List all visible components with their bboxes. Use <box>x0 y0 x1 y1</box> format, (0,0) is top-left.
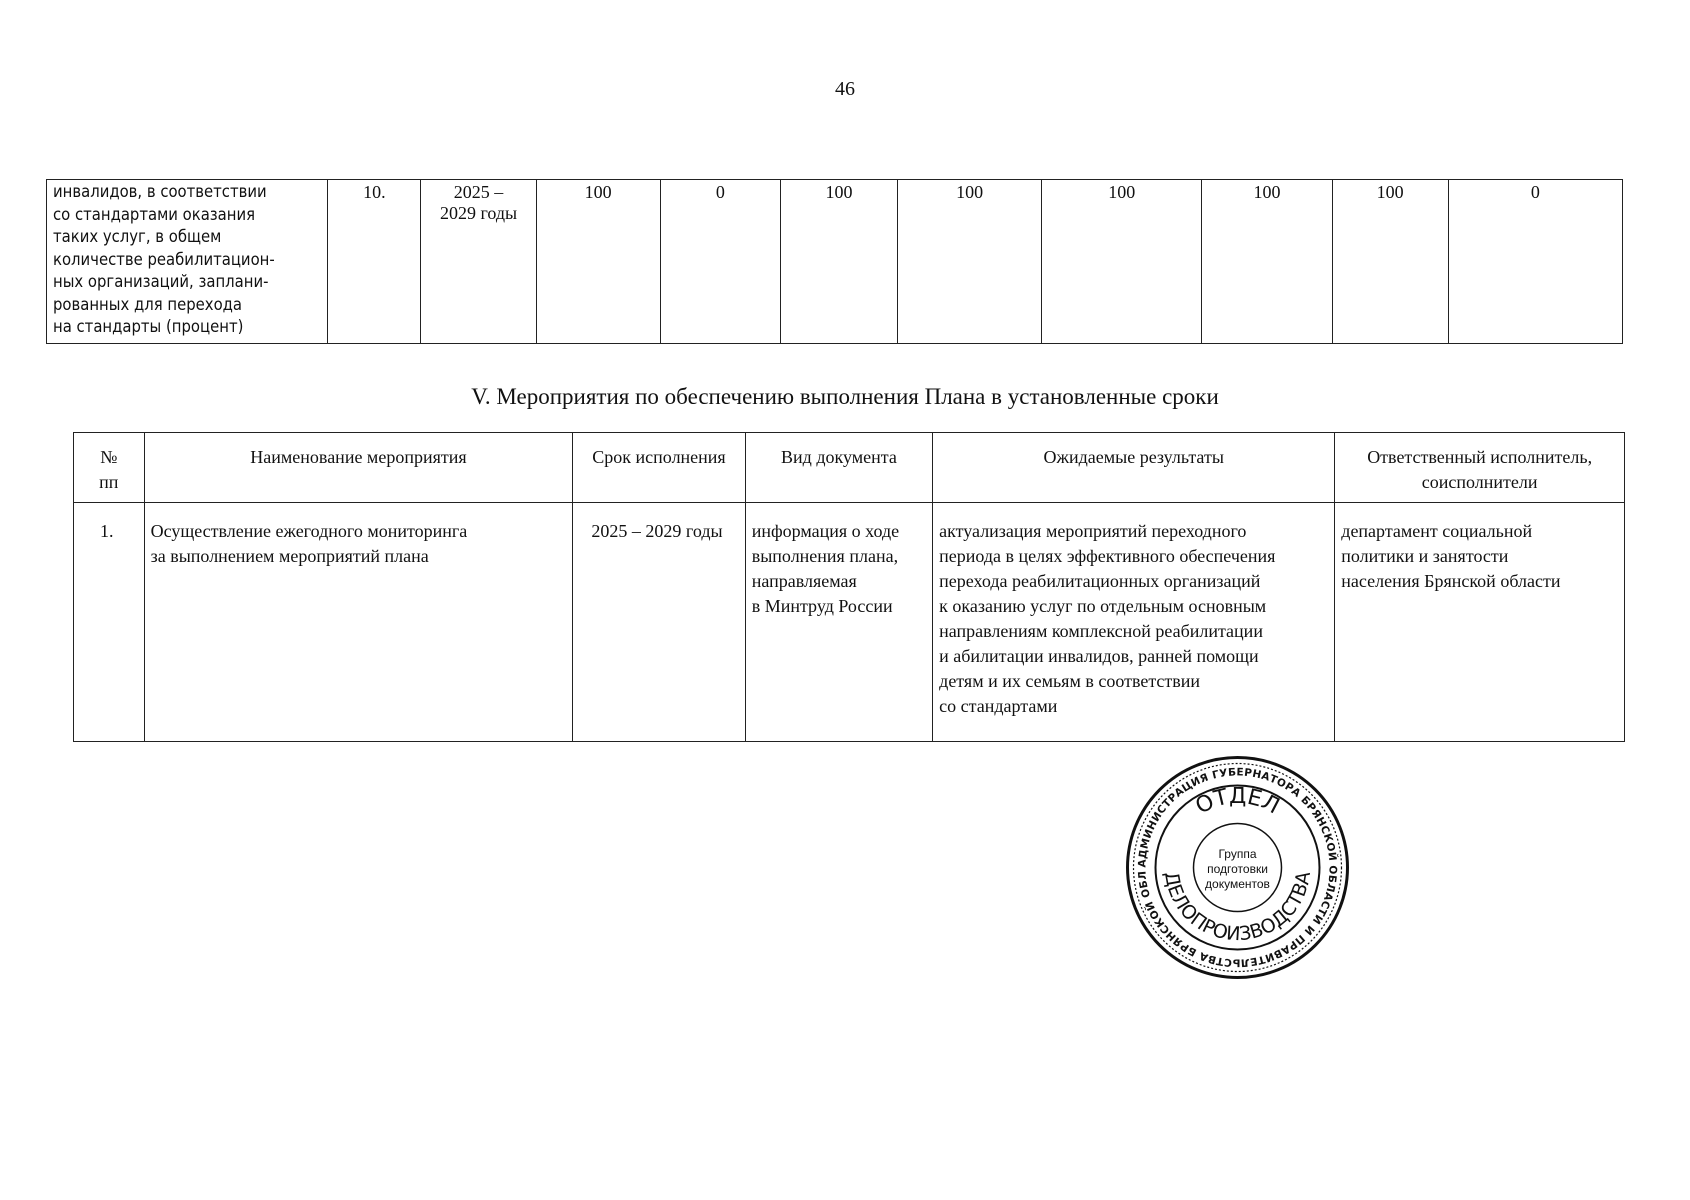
stamp-outer-text: АДМИНИСТРАЦИЯ ГУБЕРНАТОРА БРЯНСКОЙ ОБЛАСТИ И ПРАВИТЕЛЬСТВА БРЯНСКОЙ ОБЛ <box>1136 766 1339 969</box>
page-number: 46 <box>835 78 855 100</box>
indicator-line: инвалидов, в соответствии <box>53 182 267 201</box>
indicator-line: со стандартами оказания <box>53 204 256 224</box>
results-line: актуализация мероприятий переходного <box>939 521 1247 541</box>
value-cell: 100 <box>1332 180 1448 344</box>
period-line: 2029 годы <box>439 203 518 223</box>
row-number-cell: 10. <box>328 180 421 344</box>
value-cell: 100 <box>1042 180 1202 344</box>
results-line: и абилитации инвалидов, ранней помощи <box>939 646 1259 666</box>
value-cell: 100 <box>536 180 660 344</box>
table-row <box>74 503 1625 742</box>
doc-line: информация о ходе <box>751 521 900 541</box>
row-term-cell: 2025 – 2029 годы <box>573 503 745 742</box>
header-resp-line: Ответственный исполнитель, <box>1367 447 1593 467</box>
header-responsible <box>1335 433 1625 503</box>
resp-line: населения Брянской области <box>1341 571 1561 591</box>
measures-table <box>73 432 1625 742</box>
stamp-center-line: подготовки <box>1207 862 1268 876</box>
header-num <box>74 433 145 503</box>
stamp-bottom-word: ДЕЛОПРОИЗВОДСТВА <box>1159 869 1316 946</box>
doc-line: направляемая <box>751 571 857 591</box>
indicator-line: таких услуг, в общем <box>53 227 222 246</box>
value-cell: 0 <box>1448 180 1622 344</box>
results-line: периода в целях эффективного обеспечения <box>939 546 1276 566</box>
table-header-row <box>74 433 1625 503</box>
header-term: Срок исполнения <box>573 433 745 503</box>
row-results-cell <box>933 503 1335 742</box>
results-line: детям и их семьям в соответствии <box>939 671 1201 691</box>
official-stamp <box>1125 755 1350 980</box>
results-line: к оказанию услуг по отдельным основным <box>939 596 1267 616</box>
doc-line: выполнения плана, <box>751 546 899 566</box>
row-doc-cell <box>745 503 932 742</box>
stamp-seal <box>1125 755 1350 980</box>
stamp-center-line: Группа <box>1218 847 1257 861</box>
header-resp-line: соисполнители <box>1421 472 1538 492</box>
row-responsible-cell <box>1335 503 1625 742</box>
results-line: перехода реабилитационных организаций <box>939 571 1261 591</box>
value-cell: 100 <box>898 180 1042 344</box>
value-cell: 100 <box>1202 180 1332 344</box>
doc-line: в Минтруд России <box>751 596 893 616</box>
period-line: 2025 – <box>453 182 504 202</box>
name-line: за выполнением мероприятий плана <box>150 546 429 566</box>
name-line: Осуществление ежегодного мониторинга <box>150 521 468 541</box>
indicator-line: рованных для перехода <box>53 294 243 314</box>
stamp-center-line: документов <box>1205 877 1270 891</box>
row-num-cell: 1. <box>74 503 145 742</box>
header-num-line: № <box>100 447 118 467</box>
indicator-name-cell <box>47 180 328 344</box>
header-results: Ожидаемые результаты <box>933 433 1335 503</box>
row-name-cell <box>144 503 573 742</box>
header-num-line: пп <box>99 472 119 492</box>
resp-line: политики и занятости <box>1341 546 1509 566</box>
header-doc: Вид документа <box>745 433 932 503</box>
period-cell <box>421 180 536 344</box>
results-line: направлениям комплексной реабилитации <box>939 621 1263 641</box>
value-cell: 0 <box>660 180 780 344</box>
value-cell: 100 <box>780 180 897 344</box>
table-row <box>47 180 1623 344</box>
stamp-top-word: ОТДЕЛ <box>1191 784 1284 820</box>
indicator-line: ных организаций, заплани- <box>53 272 269 291</box>
section-title: V. Мероприятия по обеспечению выполнения Плана в установленные сроки <box>471 384 1219 409</box>
indicator-line: количестве реабилитацион- <box>53 249 275 269</box>
resp-line: департамент социальной <box>1341 521 1533 541</box>
results-line: со стандартами <box>939 696 1058 716</box>
indicator-line: на стандарты (процент) <box>53 317 244 336</box>
header-name: Наименование мероприятия <box>144 433 573 503</box>
indicators-table <box>46 179 1623 344</box>
